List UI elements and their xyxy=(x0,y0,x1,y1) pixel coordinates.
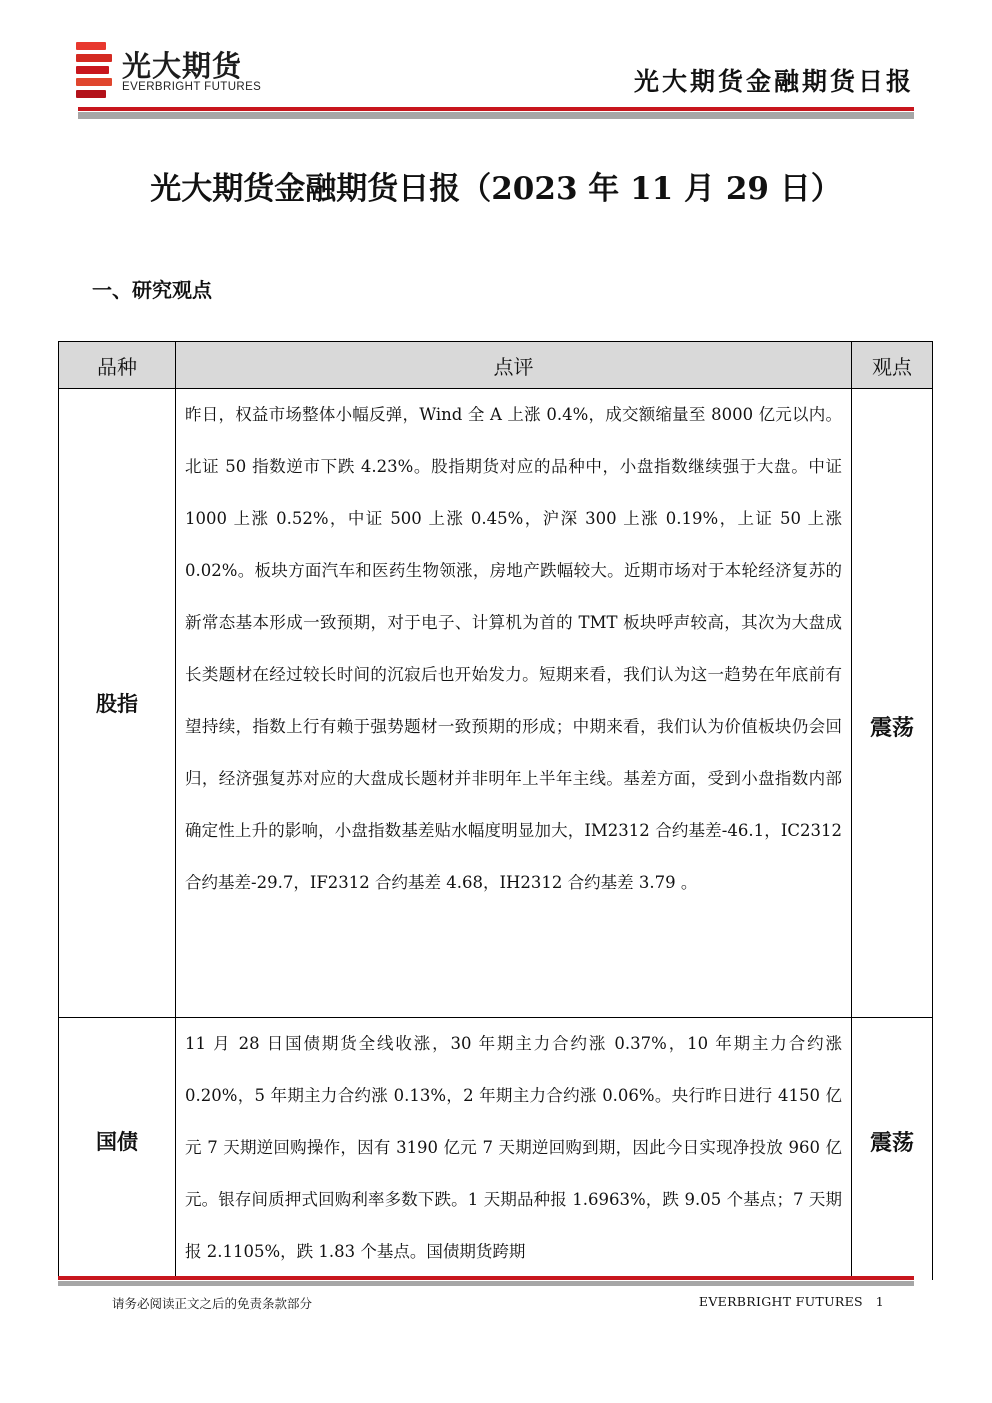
comment-cell xyxy=(176,389,852,1018)
table-header-row xyxy=(59,342,933,389)
table-row-stock-index xyxy=(59,389,933,1018)
variety-cell: 国债 xyxy=(59,1018,176,1280)
header-rule-gray xyxy=(78,112,914,119)
comment-text: 11 月 28 日国债期货全线收涨，30 年期主力合约涨 0.37%，10 年期主力合约涨 0.20%，5 年期主力合约涨 0.13%，2 年期主力合约涨 0.06%。央行昨日进行 4150 亿元 7 天期逆回购操作，因有 3190 亿元 7 天期逆回购到期，因此今日实现净投放 960 亿元。银存间质押式回购利率多数下跌。1 天期品种报 1.6963%，跌 9.05 个基点；7 天期报 2.1105%，跌 1.83 个基点。国债期货跨期 xyxy=(185,1034,842,1261)
variety-cell: 股指 xyxy=(59,389,176,1018)
research-view-table xyxy=(58,341,933,1280)
comment-cell xyxy=(176,1018,852,1280)
header-view: 观点 xyxy=(852,342,933,389)
page-title: 光大期货金融期货日报（2023 年 11 月 29 日） xyxy=(150,171,842,207)
header-variety: 品种 xyxy=(59,342,176,389)
footer-rule-gray xyxy=(58,1281,914,1286)
footer-company: EVERBRIGHT FUTURES xyxy=(698,1294,863,1309)
section-title: 一、研究观点 xyxy=(92,278,212,302)
header-comment: 点评 xyxy=(176,342,852,389)
page-number: 1 xyxy=(875,1294,884,1309)
comment-text: 昨日，权益市场整体小幅反弹，Wind 全 A 上涨 0.4%，成交额缩量至 8000 亿元以内。北证 50 指数逆市下跌 4.23%。股指期货对应的品种中，小盘指数继续强于大盘。中证 1000 上涨 0.52%，中证 500 上涨 0.45%，沪深 300 上涨 0.19%，上证 50 上涨 0.02%。板块方面汽车和医药生物领涨，房地产跌幅较大。近期市场对于本轮经济复苏的新常态基本形成一致预期，对于电子、计算机为首的 TMT 板块呼声较高，其次为大盘成长类题材在经过较长时间的沉寂后也开始发力。短期来看，我们认为这一趋势在年底前有望持续，指数上行有赖于强势题材一致预期的形成；中期来看，我们认为价值板块仍会回归，经济强复苏对应的大盘成长题材并非明年上半年主线。基差方面，受到小盘指数内部确定性上升的影响，小盘指数基差贴水幅度明显加大，IM2312 合约基差-46.1，IC2312 合约基差-29.7，IF2312 合约基差 4.68，IH2312 合约基差 3.79 。 xyxy=(185,405,842,892)
view-cell: 震荡 xyxy=(852,389,933,1018)
view-cell: 震荡 xyxy=(852,1018,933,1280)
company-logo xyxy=(76,40,306,100)
footer-rule-red xyxy=(58,1276,914,1280)
report-name: 光大期货金融期货日报 xyxy=(633,67,914,96)
table-row-treasury xyxy=(59,1018,933,1280)
footer-disclaimer: 请务必阅读正文之后的免责条款部分 xyxy=(112,1296,313,1311)
logo-mark-icon xyxy=(76,42,114,98)
footer-company-page xyxy=(699,1294,884,1309)
logo-chinese-name: 光大期货 xyxy=(122,49,243,83)
logo-english-name: EVERBRIGHT FUTURES xyxy=(122,81,262,93)
header-rule-red xyxy=(78,107,914,111)
